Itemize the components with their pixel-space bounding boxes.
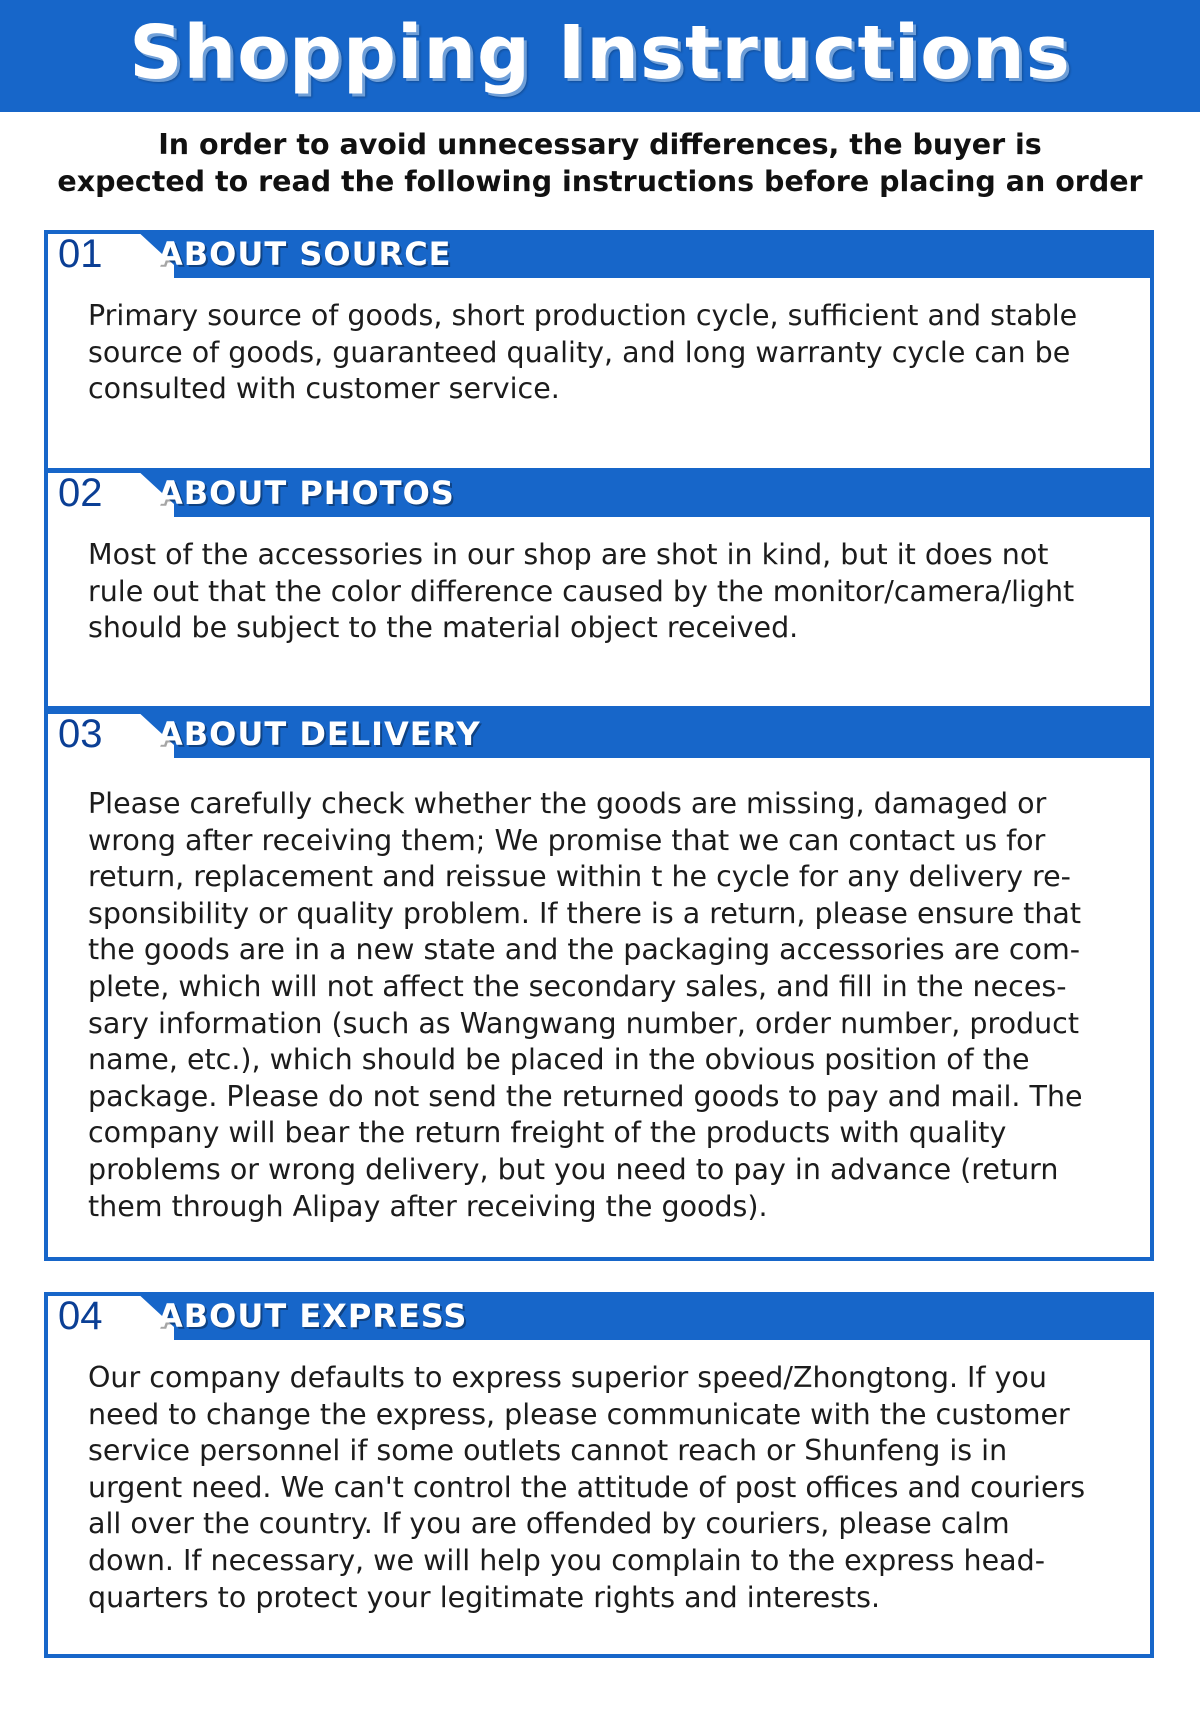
intro-text xyxy=(40,126,1160,200)
section-about-photos xyxy=(44,469,1154,710)
body-line: should be subject to the material object received. xyxy=(88,611,799,645)
section-body xyxy=(44,758,1154,1261)
section-number: 01 xyxy=(58,232,103,276)
section-header xyxy=(44,230,1154,278)
section-number: 03 xyxy=(58,712,103,756)
body-line: rule out that the color difference caused by the monitor/camera/light xyxy=(88,574,1075,608)
page-title: Shopping Instructions xyxy=(129,10,1071,96)
section-about-delivery xyxy=(44,710,1154,1261)
body-line: sary information (such as Wangwang number, order number, product xyxy=(88,1006,1080,1040)
body-line: Please carefully check whether the goods are missing, damaged or xyxy=(88,787,1047,820)
body-line: need to change the express, please communicate with the customer xyxy=(88,1397,1070,1431)
section-title: ABOUT PHOTOS xyxy=(158,474,455,512)
section-body xyxy=(44,1340,1154,1658)
body-line: service personnel if some outlets cannot reach or Shunfeng is in xyxy=(88,1434,1008,1468)
body-line: Our company defaults to express superior speed/Zhongtong. If you xyxy=(88,1361,1047,1394)
body-line: plete, which will not affect the secondary sales, and fill in the neces- xyxy=(88,969,1067,1003)
body-line: sponsibility or quality problem. If there is a return, please ensure that xyxy=(88,896,1082,930)
body-line: down. If necessary, we will help you complain to the express head- xyxy=(88,1543,1045,1577)
section-about-source xyxy=(44,230,1154,472)
body-line: the goods are in a new state and the packaging accessories are com- xyxy=(88,933,1081,967)
section-number: 02 xyxy=(58,471,103,515)
section-number: 04 xyxy=(58,1294,103,1338)
section-header xyxy=(44,469,1154,517)
body-line: name, etc.), which should be placed in the obvious position of the xyxy=(88,1043,1030,1077)
body-line: Most of the accessories in our shop are shot in kind, but it does not xyxy=(88,538,1049,571)
section-header xyxy=(44,710,1154,758)
header-banner xyxy=(0,0,1200,112)
section-number-badge xyxy=(44,469,174,517)
section-title: ABOUT SOURCE xyxy=(158,235,452,273)
body-line: package. Please do not send the returned goods to pay and mail. The xyxy=(88,1079,1083,1113)
section-body xyxy=(44,517,1154,710)
body-line: source of goods, guaranteed quality, and long warranty cycle can be xyxy=(88,335,1071,369)
body-line: Primary source of goods, short production cycle, sufficient and stable xyxy=(88,299,1078,332)
intro-line: In order to avoid unnecessary differences, the buyer is xyxy=(158,128,1042,161)
section-about-express xyxy=(44,1292,1154,1658)
body-line: wrong after receiving them; We promise that we can contact us for xyxy=(88,823,1046,857)
section-title: ABOUT EXPRESS xyxy=(158,1297,468,1335)
intro-line: expected to read the following instructions before placing an order xyxy=(57,165,1143,198)
section-number-badge xyxy=(44,230,174,278)
body-line: consulted with customer service. xyxy=(88,372,560,406)
body-line: return, replacement and reissue within t he cycle for any delivery re- xyxy=(88,860,1071,894)
body-line: them through Alipay after receiving the goods). xyxy=(88,1189,768,1223)
section-number-badge xyxy=(44,710,174,758)
section-title: ABOUT DELIVERY xyxy=(158,715,481,753)
section-body xyxy=(44,278,1154,472)
section-number-badge xyxy=(44,1292,174,1340)
body-line: quarters to protect your legitimate rights and interests. xyxy=(88,1580,881,1614)
body-line: all over the country. If you are offended by couriers, please calm xyxy=(88,1507,1010,1541)
body-line: company will bear the return freight of the products with quality xyxy=(88,1116,1007,1150)
body-line: problems or wrong delivery, but you need to pay in advance (return xyxy=(88,1152,1059,1186)
body-line: urgent need. We can't control the attitude of post offices and couriers xyxy=(88,1470,1086,1504)
section-header xyxy=(44,1292,1154,1340)
